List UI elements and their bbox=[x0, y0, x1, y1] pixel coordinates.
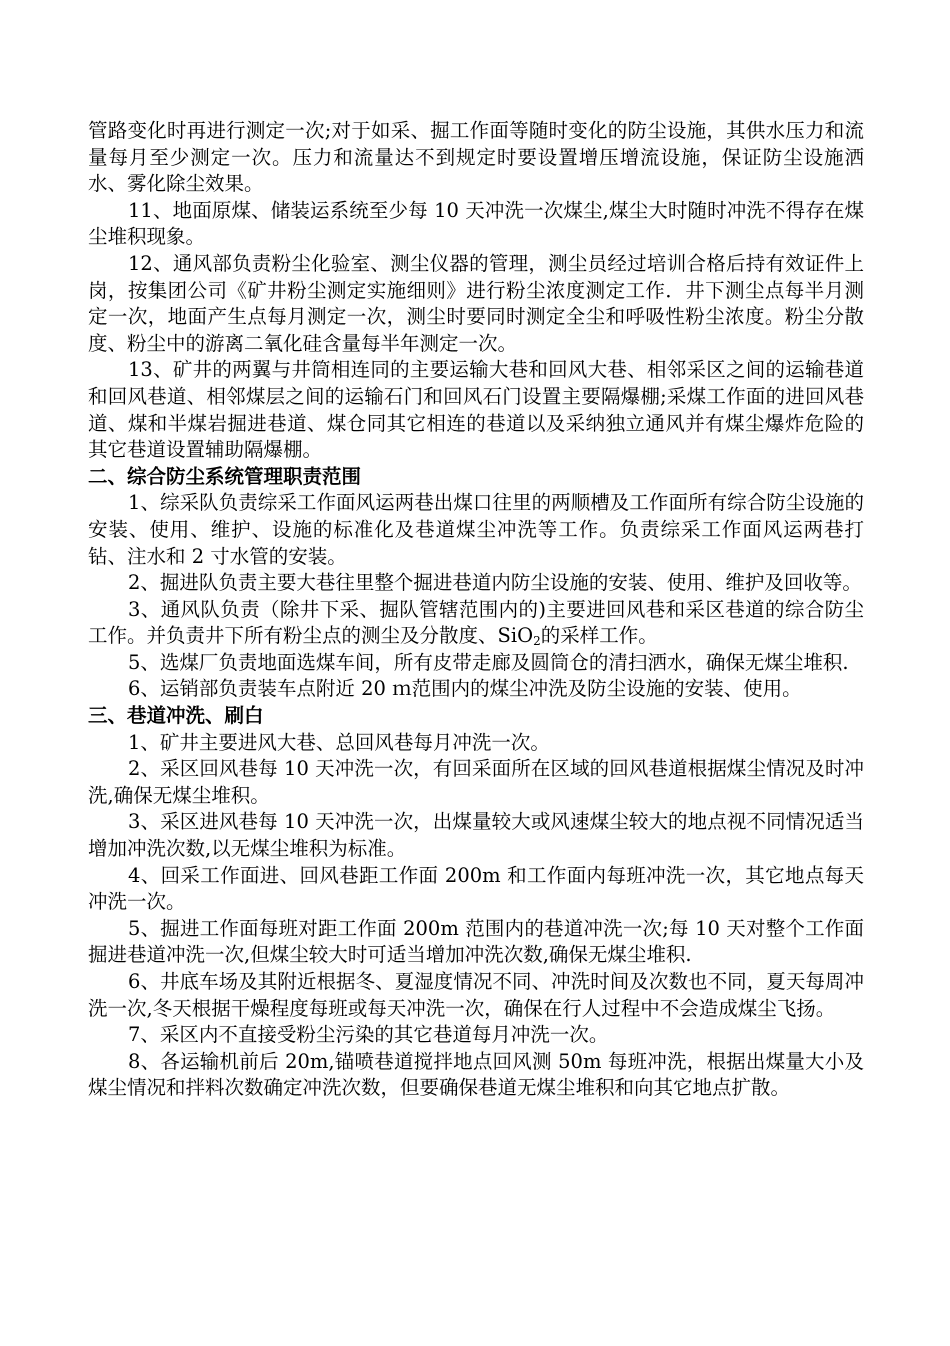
section2-item-6: 6、运销部负责装车点附近 20 ｍ范围内的煤尘冲洗及防尘设施的安装、使用。 bbox=[128, 677, 802, 701]
section2-item-3 bbox=[88, 597, 864, 650]
section2-item-3-text-b: 的采样工作。 bbox=[540, 624, 658, 648]
section-heading-2: 二、综合防尘系统管理职责范围 bbox=[88, 464, 362, 488]
paragraph-continued: 管路变化时再进行测定一次;对于如采、掘工作面等随时变化的防尘设施，其供水压力和流量每月至少测定一次。压力和流量达不到规定时要设置增压增流设施，保证防尘设施洒水、雾化除尘效果。 bbox=[88, 119, 864, 196]
section2-item-5: 5、选煤厂负责地面选煤车间，所有皮带走廊及圆筒仓的清扫洒水，确保无煤尘堆积. bbox=[128, 650, 849, 674]
section2-item-3-text-a: 3、通风队负责（除井下采、掘队管辖范围内的)主要进回风巷和采区巷道的综合防尘工作。并负责井下所有粉尘点的测尘及分散度、SiO bbox=[88, 597, 864, 648]
section3-item-1: 1、矿井主要进风大巷、总回风巷每月冲洗一次。 bbox=[128, 730, 550, 754]
paragraph-11: 11、地面原煤、储装运系统至少每 10 天冲洗一次煤尘,煤尘大时随时冲洗不得存在煤尘堆积现象。 bbox=[88, 198, 864, 249]
section3-item-7: 7、采区内不直接受粉尘污染的其它巷道每月冲洗一次。 bbox=[128, 1023, 609, 1047]
section3-item-8: 8、各运输机前后 20m,锚喷巷道搅拌地点回风测 50m 每班冲洗，根据出煤量大小及煤尘情况和拌料次数确定冲洗次数，但要确保巷道无煤尘堆积和向其它地点扩散。 bbox=[88, 1049, 864, 1100]
section2-item-3-subscript: 2 bbox=[533, 634, 541, 649]
section3-item-5: 5、掘进工作面每班对距工作面 200m 范围内的巷道冲洗一次;每 10 天对整个工作面掘进巷道冲洗一次,但煤尘较大时可适当增加冲洗次数,确保无煤尘堆积. bbox=[88, 916, 864, 967]
paragraph-12: 12、通风部负责粉尘化验室、测尘仪器的管理，测尘员经过培训合格后持有效证件上岗，按集团公司《矿井粉尘测定实施细则》进行粉尘浓度测定工作．井下测尘点每半月测定一次，地面产生点每月测定一次，测尘时要同时测定全尘和呼吸性粉尘浓度。粉尘分散度、粉尘中的游离二氧化硅含量每半年测定一次。 bbox=[88, 251, 864, 355]
section2-item-1: 1、综采队负责综采工作面风运两巷出煤口往里的两顺槽及工作面所有综合防尘设施的安装、使用、维护、设施的标准化及巷道煤尘冲洗等工作。负责综采工作面风运两巷打钻、注水和 2 寸水管的安装。 bbox=[88, 491, 864, 568]
section3-item-4: 4、回采工作面进、回风巷距工作面 200m 和工作面内每班冲洗一次，其它地点每天冲洗一次。 bbox=[88, 863, 864, 914]
section3-item-3: 3、采区进风巷每 10 天冲洗一次，出煤量较大或风速煤尘较大的地点视不同情况适当增加冲洗次数,以无煤尘堆积为标准。 bbox=[88, 810, 864, 861]
paragraph-13: 13、矿井的两翼与井筒相连同的主要运输大巷和回风大巷、相邻采区之间的运输巷道和回风巷道、相邻煤层之间的运输石门和回风石门设置主要隔爆棚;采煤工作面的进回风巷道、煤和半煤岩掘进巷道、煤仓同其它相连的巷道以及采纳独立通风并有煤尘爆炸危险的其它巷道设置辅助隔爆棚。 bbox=[88, 358, 864, 462]
section-heading-3: 三、巷道冲洗、刷白 bbox=[88, 704, 264, 728]
document-page bbox=[88, 118, 864, 1102]
section3-item-2: 2、采区回风巷每 10 天冲洗一次，有回采面所在区域的回风巷道根据煤尘情况及时冲洗,确保无煤尘堆积。 bbox=[88, 757, 864, 807]
section3-item-6: 6、井底车场及其附近根据冬、夏湿度情况不同、冲洗时间及次数也不同，夏天每周冲洗一次,冬天根据干燥程度每班或每天冲洗一次，确保在行人过程中不会造成煤尘飞扬。 bbox=[88, 970, 864, 1020]
section2-item-2: 2、掘进队负责主要大巷往里整个掘进巷道内防尘设施的安装、使用、维护及回收等。 bbox=[128, 571, 862, 595]
